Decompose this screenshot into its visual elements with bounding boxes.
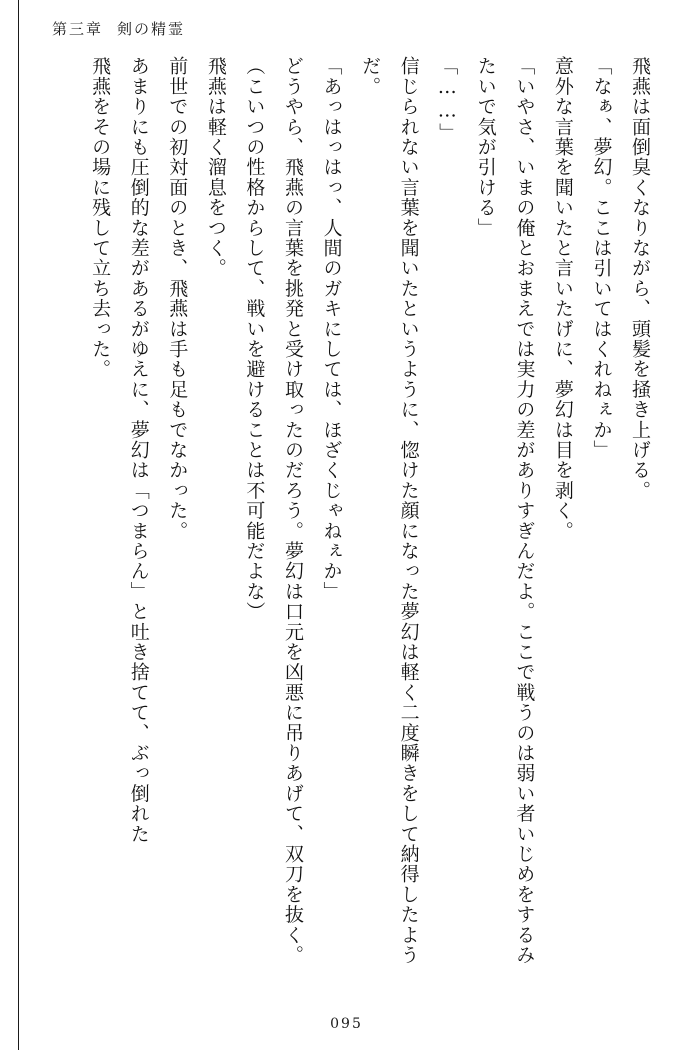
paragraph: 意外な言葉を聞いたと言いたげに、夢幻は目を剥く。 — [551, 56, 574, 541]
paragraph: 「……」 — [436, 56, 459, 143]
body-text-area — [40, 56, 659, 990]
chapter-title: 剣の精霊 — [117, 20, 186, 38]
paragraph: 「なぁ、夢幻。ここは引いてはくれねぇか」 — [590, 56, 613, 460]
paragraph: 飛燕をその場に残して立ち去った。 — [89, 56, 112, 380]
paragraph: 前世での初対面のとき、飛燕は手も足もでなかった。 — [166, 56, 189, 541]
paragraph: 「あっはっはっ、人間のガキにしては、ほざくじゃねぇか」 — [320, 56, 343, 602]
paragraph: あまりにも圧倒的な差があるがゆえに、夢幻は「つまらん」と吐き捨てて、ぶっ倒れた — [127, 56, 150, 844]
paragraph: どうやら、飛燕の言葉を挑発と受け取ったのだろう。夢幻は口元を凶悪に吊りあげて、双刀を抜く。 — [281, 56, 304, 965]
paragraph: 飛燕は面倒臭くなりながら、頭髪を掻き上げる。 — [629, 56, 651, 501]
running-head — [52, 18, 185, 39]
spine-rule — [18, 0, 19, 1050]
page-number: 095 — [330, 1016, 363, 1032]
chapter-number: 第三章 — [52, 20, 104, 38]
vertical-text-column — [40, 56, 659, 976]
paragraph: （こいつの性格からして、戦いを避けることは不可能だよな） — [243, 56, 266, 622]
paragraph: 信じられない言葉を聞いたというように、惚けた顔になった夢幻は軽く二度瞬きをして納得したようだ。 — [359, 56, 420, 965]
paragraph: 「いやさ、いまの俺とおまえでは実力の差がありすぎんだよ。ここで戦うのは弱い者いじめをするみたいで気が引ける」 — [474, 56, 536, 965]
paragraph: 飛燕は軽く溜息をつく。 — [204, 56, 227, 279]
